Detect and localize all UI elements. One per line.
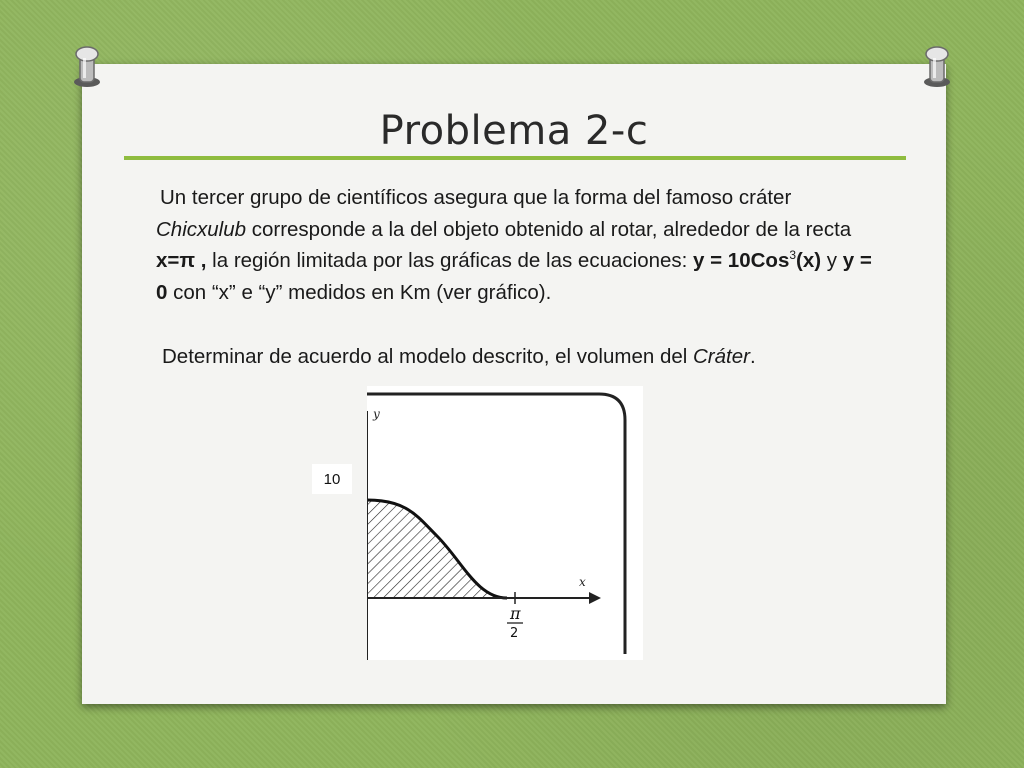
text-segment: la región limitada por las gráficas de las ecuaciones: <box>206 249 694 272</box>
hatched-region <box>367 500 507 598</box>
text-segment: y = 0 <box>156 249 872 304</box>
page-title: Problema 2-c <box>379 108 649 154</box>
y-axis-label: y <box>373 407 380 421</box>
text-segment: corresponde a la del objeto obtenido al rotar, alrededor de la recta <box>246 217 852 241</box>
pushpin-icon <box>920 42 954 90</box>
x-axis-label: x <box>579 575 586 589</box>
text-segment: con “x” e “y” medidos en Km (ver gráfico). <box>167 280 552 304</box>
text-segment: . <box>749 345 756 368</box>
slide-paper <box>82 64 946 704</box>
text-segment: x=π , <box>156 249 207 272</box>
text-segment: Cráter <box>693 345 750 368</box>
text-segment: Chicxulub <box>156 217 247 241</box>
crater-graph <box>367 386 643 660</box>
task-statement <box>162 342 902 372</box>
x-axis-arrow-icon <box>589 592 601 604</box>
text-segment: Determinar de acuerdo al modelo descrito, el volumen del <box>162 345 693 368</box>
problem-statement <box>156 182 876 308</box>
pi-label: π <box>510 604 521 623</box>
title-underline <box>124 156 906 160</box>
text-segment: 3 <box>789 248 797 263</box>
text-segment: Un tercer grupo de científicos asegura que la forma del famoso cráter <box>160 186 792 209</box>
text-segment: y <box>821 249 843 272</box>
text-segment: y = 10Cos <box>693 249 790 272</box>
two-label: 2 <box>510 626 519 641</box>
value-label: 10 <box>312 464 352 494</box>
text-segment: (x) <box>796 249 822 272</box>
pushpin-icon <box>70 42 104 90</box>
